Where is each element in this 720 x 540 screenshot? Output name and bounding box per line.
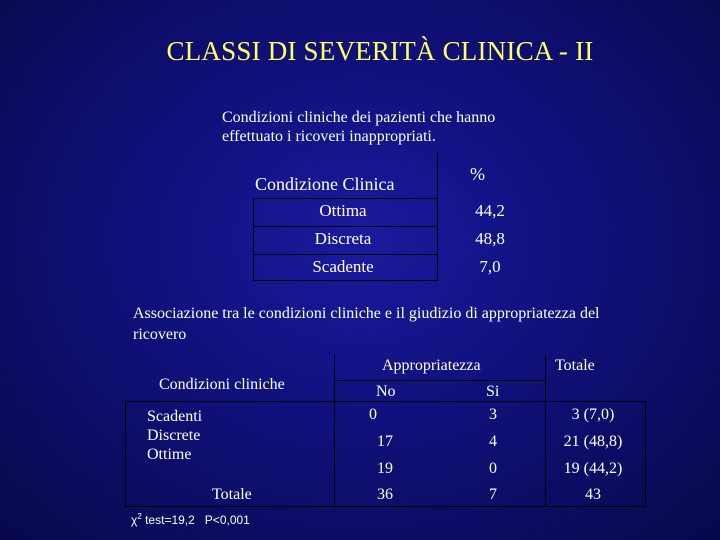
divider [545, 355, 546, 506]
cell-total: 21 (48,8) [563, 433, 623, 450]
divider [645, 401, 646, 506]
cell-total: 3 (7,0) [571, 406, 615, 423]
row-label: Discrete [147, 427, 201, 444]
cell-no: 17 [377, 433, 393, 450]
cell-total: 19 (44,2) [563, 460, 623, 477]
divider [335, 380, 545, 381]
divider [253, 226, 438, 227]
header-condition: Condizione Clinica [255, 174, 395, 194]
footnote-text: test=19,2 P<0,001 [141, 513, 250, 527]
slide-title: CLASSI DI SEVERITÀ CLINICA - II [166, 36, 594, 66]
row-label: Ottime [147, 446, 192, 463]
cell-si: 7 [489, 486, 497, 503]
association-text: Associazione tra le condizioni cliniche e il giudizio di appropriatezza del ricovero [133, 305, 600, 343]
divider [334, 355, 335, 506]
header-no: No [376, 383, 396, 400]
cell-si: 0 [489, 460, 497, 477]
divider [253, 198, 254, 280]
header-totale: Totale [555, 357, 595, 374]
table-row-percent: 48,8 [475, 229, 505, 248]
divider [125, 401, 126, 506]
row-label: Scadenti [147, 408, 203, 425]
divider [125, 401, 335, 402]
totals-label: Totale [212, 486, 252, 503]
header-percent: % [470, 164, 485, 184]
cell-si: 4 [489, 433, 497, 450]
divider [253, 198, 438, 199]
header-conditions: Condizioni cliniche [159, 376, 285, 393]
divider [437, 152, 438, 280]
divider [253, 280, 438, 281]
row-labels [147, 407, 202, 464]
cell-total: 43 [585, 486, 601, 503]
table-row-percent: 7,0 [479, 257, 501, 276]
table-row-condition: Ottima [319, 201, 367, 220]
divider [253, 254, 438, 255]
chi-symbol: χ [131, 513, 138, 527]
cell-no: 0 [369, 406, 377, 423]
header-appropriatezza: Appropriatezza [382, 357, 481, 374]
table-row-percent: 44,2 [475, 201, 505, 220]
header-si: Si [486, 383, 500, 400]
subtitle: Condizioni cliniche dei pazienti che hanno effettuato i ricoveri inappropriati. [222, 109, 496, 145]
table-row-condition: Scadente [312, 257, 374, 276]
divider [125, 506, 645, 507]
divider [335, 401, 645, 402]
chi-superscript: 2 [137, 512, 142, 521]
cell-no: 36 [377, 486, 393, 503]
cell-si: 3 [489, 406, 497, 423]
table-row-condition: Discreta [314, 229, 372, 248]
cell-no: 19 [377, 460, 393, 477]
footnote [131, 512, 250, 527]
